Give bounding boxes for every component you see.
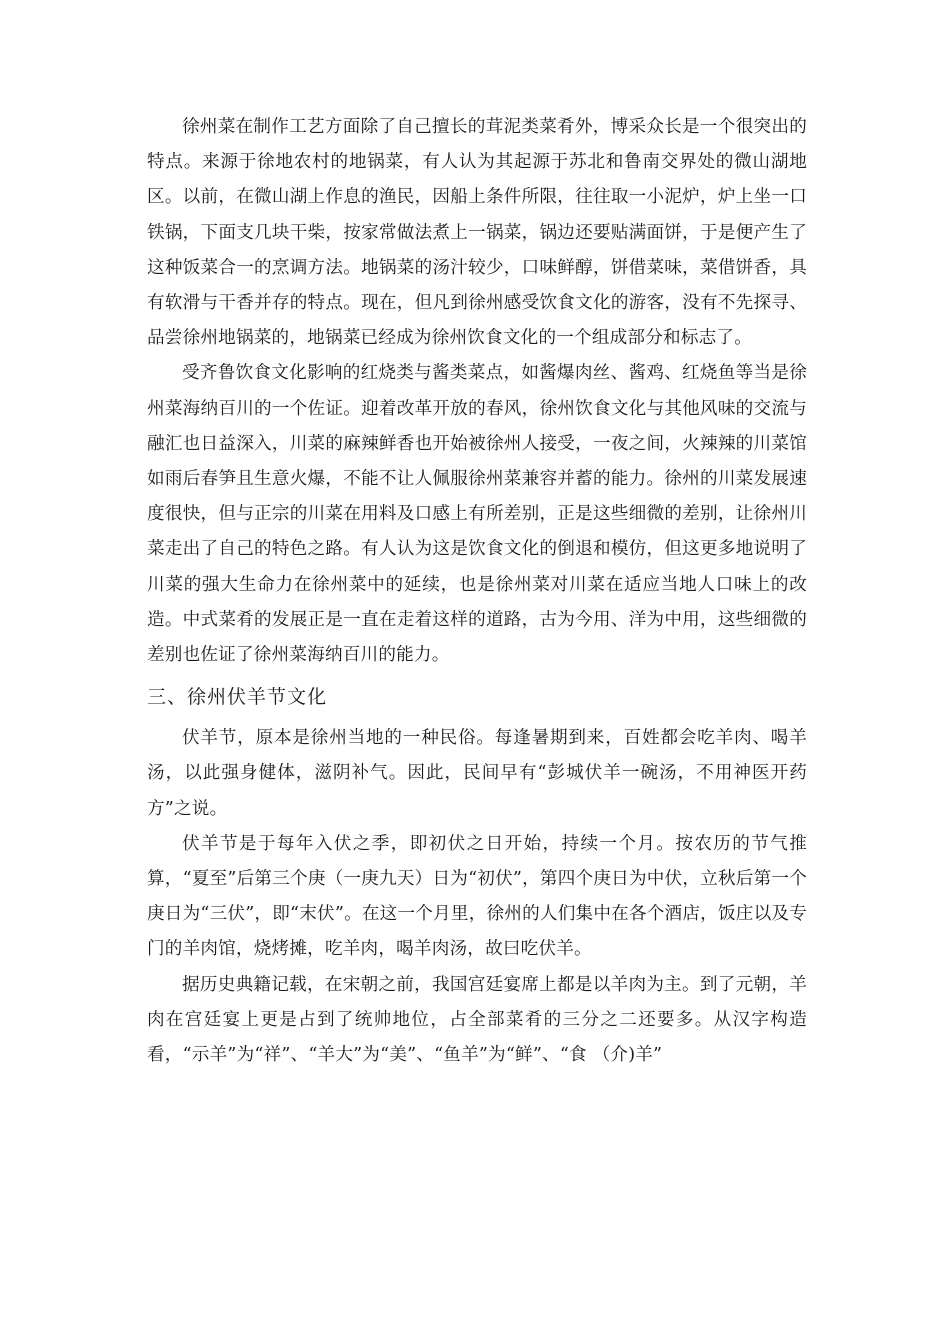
paragraph-fuyangjie-history: 据历史典籍记载，在宋朝之前，我国宫廷宴席上都是以羊肉为主。到了元朝，羊肉在宫廷宴上更是占到了统帅地位，占全部菜肴的三分之二还要多。从汉字构造看，“示羊”为“祥”、“羊大”为“美”、“鱼羊”为“鲜”、“食 （介)羊” xyxy=(147,974,807,1066)
document-page xyxy=(147,110,807,1073)
paragraph-fuyangjie-timing: 伏羊节是于每年入伏之季，即初伏之日开始，持续一个月。按农历的节气推算，“夏至”后第三个庚（一庚九天）日为“初伏”，第四个庚日为中伏，立秋后第一个庚日为“三伏”，即“末伏”。在这一个月里，徐州的人们集中在各个酒店，饭庄以及专门的羊肉馆，烧烤摊，吃羊肉，喝羊肉汤，故曰吃伏羊。 xyxy=(147,833,807,960)
paragraph-difuocai: 徐州菜在制作工艺方面除了自己擅长的茸泥类菜肴外，博采众长是一个很突出的特点。来源于徐地农村的地锅菜，有人认为其起源于苏北和鲁南交界处的微山湖地区。以前，在微山湖上作息的渔民，因船上条件所限，往往取一小泥炉，炉上坐一口铁锅，下面支几块干柴，按家常做法煮上一锅菜，锅边还要贴满面饼，于是便产生了这种饭菜合一的烹调方法。地锅菜的汤汁较少，口味鲜醇，饼借菜味，菜借饼香，具有软滑与干香并存的特点。现在，但凡到徐州感受饮食文化的游客，没有不先探寻、品尝徐州地锅菜的，地锅菜已经成为徐州饮食文化的一个组成部分和标志了。 xyxy=(147,117,807,349)
section-heading: 三、徐州伏羊节文化 xyxy=(147,686,328,709)
paragraph-fuyangjie-intro: 伏羊节，原本是徐州当地的一种民俗。每逢暑期到来，百姓都会吃羊肉、喝羊汤，以此强身健体，滋阴补气。因此，民间早有“彭城伏羊一碗汤，不用神医开药方”之说。 xyxy=(147,728,807,819)
paragraph-chuancai: 受齐鲁饮食文化影响的红烧类与酱类菜点，如酱爆肉丝、酱鸡、红烧鱼等当是徐州菜海纳百川的一个佐证。迎着改革开放的春风，徐州饮食文化与其他风味的交流与融汇也日益深入，川菜的麻辣鲜香也开始被徐州人接受，一夜之间，火辣辣的川菜馆如雨后春笋且生意火爆，不能不让人佩服徐州菜兼容并蓄的能力。徐州的川菜发展速度很快，但与正宗的川菜在用料及口感上有所差别，正是这些细微的差别，让徐州川菜走出了自己的特色之路。有人认为这是饮食文化的倒退和模仿，但这更多地说明了川菜的强大生命力在徐州菜中的延续，也是徐州菜对川菜在适应当地人口味上的改造。中式菜肴的发展正是一直在走着这样的道路，古为今用、洋为中用，这些细微的差别也佐证了徐州菜海纳百川的能力。 xyxy=(147,363,807,666)
